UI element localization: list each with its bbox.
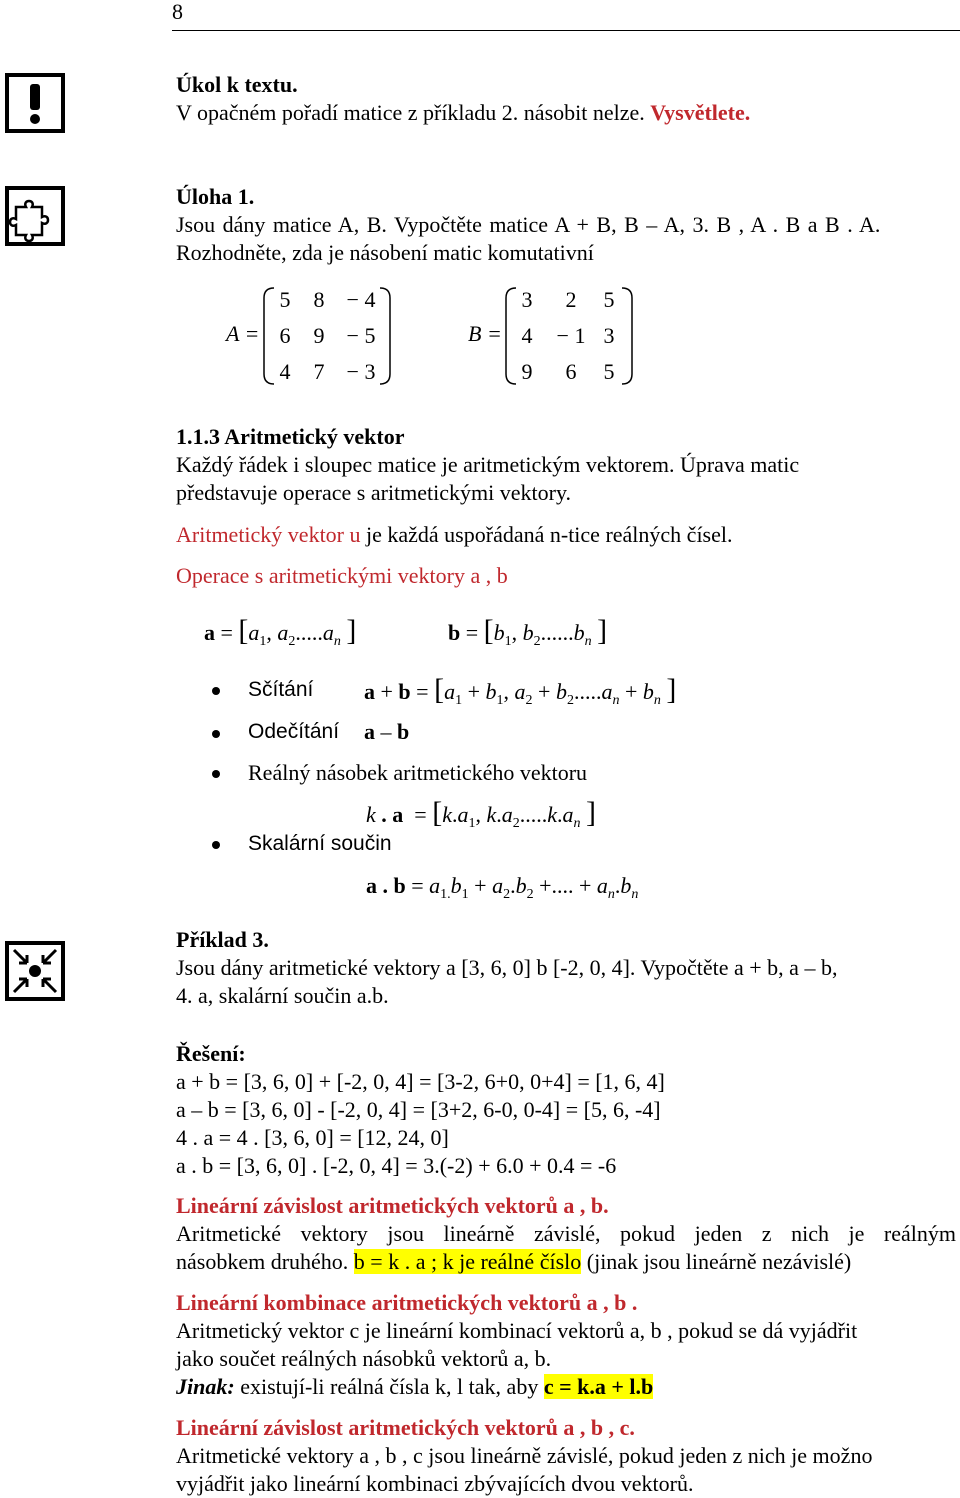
vector-b-definition: $b = [b_1$, $b_2......b_n$ ] (448, 614, 608, 649)
matrix-a-cell: 4 (279, 359, 291, 384)
task-text-main: V opačném pořadí matice z příkladu 2. násobit nelze. (176, 100, 645, 125)
matrix-b-label: B = (468, 321, 502, 346)
dependence3-title: Lineární závislost aritmetických vektorů a , b , c. (176, 1415, 635, 1440)
matrix-b-cell: 3 (521, 287, 533, 312)
matrix-b-cell: 9 (521, 359, 533, 384)
op-dot-product-formula: a . $b = a_{1.}b_1 + a_2.b_2$ +.... + $a_n.b_n$ (366, 873, 639, 902)
exercise-line2: Rozhodněte, zda je násobení matic komutativní (176, 240, 594, 265)
matrix-b-cell: 5 (603, 287, 615, 312)
matrix-a-cell: − 3 (346, 359, 376, 384)
op-subtraction-formula: a – b (364, 719, 410, 744)
exclamation-icon (4, 72, 66, 134)
exercise-line1: Jsou dány matice A, B. Vypočtěte matice A + B, B – A, 3. B , A . B a B . A. (176, 212, 881, 237)
vector-definition-term: Aritmetický vektor u (176, 522, 361, 547)
op-addition-formula: $a + b = [a_1 + b_1$, $a_2 + b_2.....a_n + b_n$ ] (364, 673, 677, 708)
op-addition-label: Sčítání (248, 678, 314, 701)
matrix-b (504, 284, 634, 388)
matrix-b-cell: 4 (521, 323, 533, 348)
bullet (212, 841, 220, 849)
matrix-b-cell: 6 (565, 359, 577, 384)
matrix-a-cell: − 5 (346, 323, 376, 348)
task-title: Úkol k textu. (176, 72, 298, 97)
matrix-b-cell: 2 (565, 287, 577, 312)
matrix-b-cell: 3 (603, 323, 615, 348)
matrix-a-cell: 8 (313, 287, 325, 312)
matrix-a-cell: 6 (279, 323, 291, 348)
task-text (176, 99, 750, 127)
puzzle-icon (4, 185, 66, 247)
dependence3-line1: Aritmetické vektory a , b , c jsou lineárně závislé, pokud jeden z nich je možno (176, 1443, 873, 1468)
section-intro-1: Každý řádek i sloupec matice je aritmetickým vektorem. Úprava matic (176, 452, 800, 477)
matrix-a (262, 284, 392, 388)
combination-jinak (176, 1373, 653, 1401)
dependence-highlight: b = k . a ; k je reálné číslo (353, 1249, 582, 1274)
matrix-a-cell: 9 (313, 323, 325, 348)
section-intro-2: představuje operace s aritmetickými vektory. (176, 480, 572, 505)
solution-line: a – b = [3, 6, 0] - [-2, 0, 4] = [3+2, 6-0, 0-4] = [5, 6, -4] (176, 1097, 661, 1122)
solution-line: a + b = [3, 6, 0] + [-2, 0, 4] = [3-2, 6+0, 0+4] = [1, 6, 4] (176, 1069, 665, 1094)
solution-line: a . b = [3, 6, 0] . [-2, 0, 4] = 3.(-2) + 6.0 + 0.4 = -6 (176, 1153, 617, 1178)
dependence-line2-start: násobkem druhého. (176, 1249, 349, 1274)
combination-jinak-formula: c = k.a + l.b (543, 1374, 654, 1399)
operations-title: Operace s aritmetickými vektory a , b (176, 563, 508, 588)
op-dot-product-label: Skalární součin (248, 832, 392, 855)
matrix-a-cell: 7 (313, 359, 325, 384)
dependence-line2 (176, 1248, 851, 1276)
matrix-a-cell: − 4 (346, 287, 376, 312)
combination-jinak-label: Jinak: (176, 1374, 235, 1399)
section-heading: 1.1.3 Aritmetický vektor (176, 424, 405, 449)
matrix-a-cell: 5 (279, 287, 291, 312)
matrix-a-label: A = (226, 321, 260, 346)
bullet (212, 730, 220, 738)
solution-line: 4 . a = 4 . [3, 6, 0] = [12, 24, 0] (176, 1125, 449, 1150)
combination-line1: Aritmetický vektor c je lineární kombinací vektorů a, b , pokud se dá vyjádřit (176, 1318, 858, 1343)
combination-title: Lineární kombinace aritmetických vektorů a , b . (176, 1290, 638, 1315)
matrix-b-cell: − 1 (556, 323, 586, 348)
combination-line2: jako součet reálných násobků vektorů a, b. (176, 1346, 552, 1371)
bullet (212, 687, 220, 695)
solution-title: Řešení: (176, 1041, 246, 1066)
page-number: 8 (172, 0, 183, 24)
combination-jinak-text: existují-li reálná čísla k, l tak, aby (234, 1374, 544, 1399)
vector-definition-text: je každá uspořádaná n-tice reálných čísel. (360, 522, 733, 547)
vector-a-definition: $a = [a_1$, $a_2.....a_n$ ] (204, 614, 357, 649)
dependence3-line2: vyjádřit jako lineární kombinaci zbývajících dvou vektorů. (176, 1471, 694, 1496)
example-line1: Jsou dány aritmetické vektory a [3, 6, 0] b [-2, 0, 4]. Vypočtěte a + b, a – b, (176, 955, 838, 980)
exercise-title: Úloha 1. (176, 184, 255, 209)
bullet (212, 770, 220, 778)
header-rule (172, 30, 960, 31)
dependence-title: Lineární závislost aritmetických vektorů a , b. (176, 1193, 609, 1218)
op-scalar-multiple-label: Reálný násobek aritmetického vektoru (248, 760, 588, 785)
target-arrows-icon (4, 940, 66, 1002)
op-subtraction-label: Odečítání (248, 720, 340, 743)
matrix-b-cell: 5 (603, 359, 615, 384)
task-emphasis: Vysvětlete. (650, 100, 751, 125)
dependence-line2-end: (jinak jsou lineárně nezávislé) (581, 1249, 852, 1274)
vector-definition (176, 521, 733, 549)
op-scalar-multiple-formula: k . $a = [k.a_1$, $k.a_2.....k.a_n$ ] (366, 796, 596, 831)
example-title: Příklad 3. (176, 927, 269, 952)
dependence-line1: Aritmetické vektory jsou lineárně závislé, pokud jeden z nich je reálným (176, 1221, 956, 1246)
example-line2: 4. a, skalární součin a.b. (176, 983, 389, 1008)
